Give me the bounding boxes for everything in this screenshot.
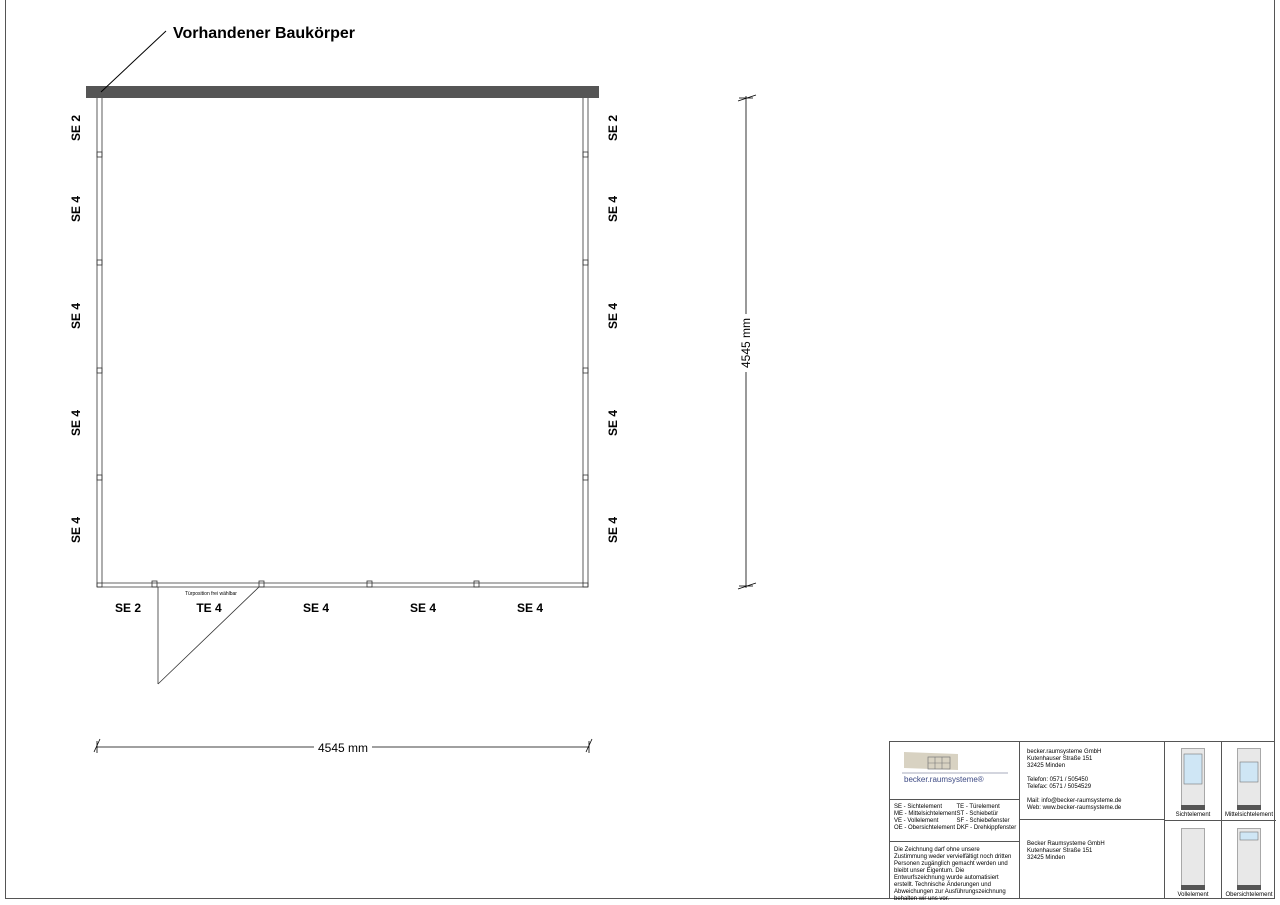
depth-dimension-label: 4545 mm (739, 314, 753, 372)
left-wall-element-label: SE 4 (69, 409, 83, 437)
front-wall-element-label: SE 4 (302, 601, 330, 615)
front-wall-element-label: SE 4 (516, 601, 544, 615)
email-text: Mail: info@becker-raumsysteme.de (1027, 798, 1122, 804)
right-wall-element-label: SE 4 (606, 409, 620, 437)
brand-name: becker.raumsysteme® (904, 775, 984, 784)
obersichtelement-icon (1237, 828, 1261, 890)
copyright-notice: Die Zeichnung darf ohne unsere Zustimmung weder vervielfältigt noch dritten Personen zugänglich gemacht werden und bleibt unser Eigentum. Die Entwurfszeichnung wurde automatisiert erstellt. Technische Änderungen und Abweichungen zur Ausführungszeichnung behalten wir uns vor. (894, 847, 1012, 902)
legend-row: VE - Vollelement SF - Schiebefenster (894, 818, 1010, 824)
front-wall-element-label: SE 4 (409, 601, 437, 615)
sichtelement-icon (1181, 748, 1205, 810)
legend-row: SE - Sichtelement TE - Türelement (894, 804, 1000, 810)
element-caption: Mittelsichtelement (1224, 812, 1274, 818)
vollelement-icon (1181, 828, 1205, 890)
left-wall (97, 98, 102, 587)
left-wall-element-label: SE 4 (69, 302, 83, 330)
right-wall-element-label: SE 4 (606, 516, 620, 544)
existing-building-bar (86, 86, 599, 98)
existing-building-label: Vorhandener Baukörper (173, 25, 355, 42)
company-address: becker.raumsysteme GmbH Kutenhauser Straße 151 32425 Minden Telefon: 0571 / 505450 Telefax: 0571 / 5054529 Mail: info@becker-raumsysteme.de Web: www.becker-raumsysteme.de (1027, 749, 1157, 812)
width-dimension-label: 4545 mm (314, 741, 372, 755)
logo-graphic (890, 742, 1019, 799)
front-wall-element-label: SE 2 (114, 601, 142, 615)
front-wall-element-label: TE 4 (196, 601, 222, 615)
legend-row: OE - Obersichtelement DKF - Drehkippfenster (894, 825, 1017, 831)
company-address-secondary: Becker Raumsysteme GmbH Kutenhauser Straße 151 32425 Minden (1027, 841, 1105, 861)
element-caption: Vollelement (1177, 892, 1209, 898)
company-logo (890, 742, 1019, 799)
element-caption: Obersichtelement (1225, 892, 1273, 898)
mittelsichtelement-icon (1237, 748, 1261, 810)
right-wall-element-label: SE 2 (606, 114, 620, 142)
left-wall-element-label: SE 4 (69, 516, 83, 544)
label-leader-line (101, 31, 166, 92)
website-text: Web: www.becker-raumsysteme.de (1027, 805, 1122, 811)
door-position-note: Türposition frei wählbar (185, 591, 237, 597)
right-wall (583, 98, 588, 587)
element-caption: Sichtelement (1175, 812, 1211, 818)
legend-row: ME - Mittelsichtelement ST - Schiebetür (894, 811, 999, 817)
title-block (889, 741, 1275, 902)
front-wall (97, 581, 588, 587)
left-wall-element-label: SE 2 (69, 114, 83, 142)
left-wall-element-label: SE 4 (69, 195, 83, 223)
right-wall-element-label: SE 4 (606, 195, 620, 223)
right-wall-element-label: SE 4 (606, 302, 620, 330)
abbreviation-legend (894, 804, 1019, 832)
